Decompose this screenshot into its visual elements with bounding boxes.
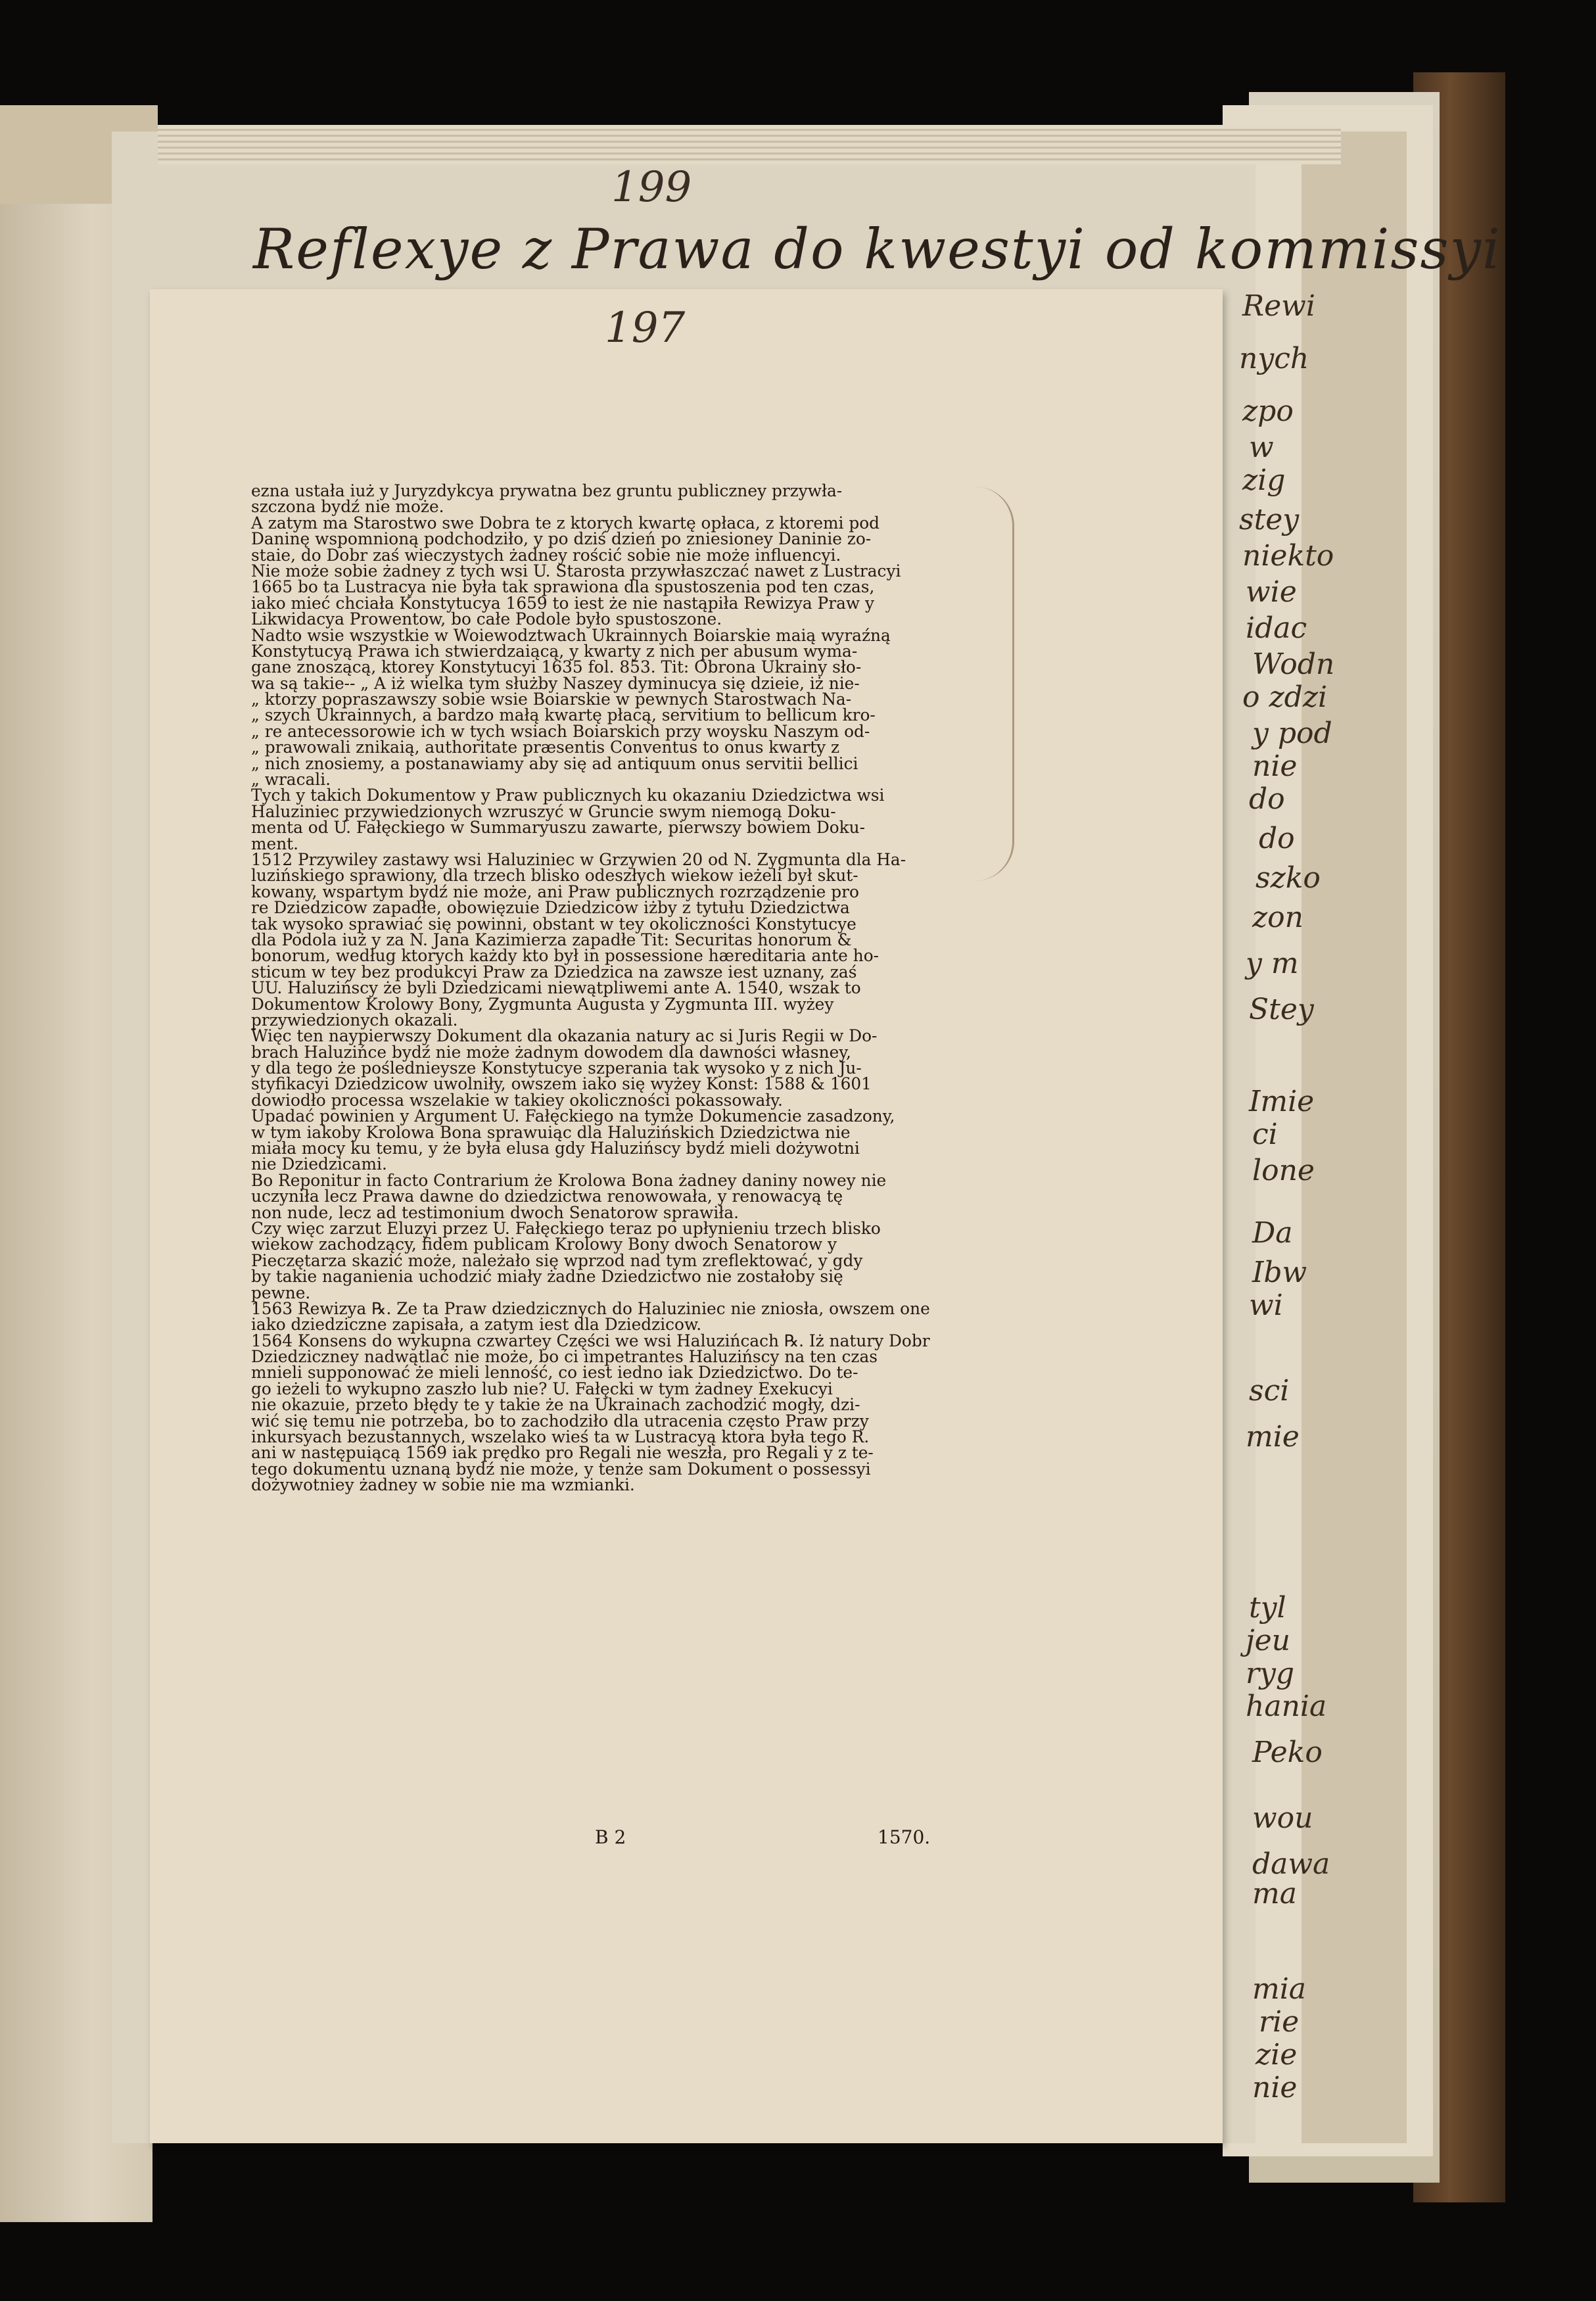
text-line: Konstytucyą Prawa ich stwierdzaiącą, y kwarty z nich per abusum wyma- bbox=[251, 641, 858, 661]
text-line: non nude, lecz ad testimonium dwoch Senatorow sprawiła. bbox=[251, 1202, 739, 1222]
text-line: Tych y takich Dokumentow y Praw publicznych ku okazaniu Dziedzictwa wsi bbox=[251, 786, 885, 805]
text-line: 1563 Rewizya ℞. Ze ta Praw dziedzicznych do Haluziniec nie zniosła, owszem one bbox=[251, 1298, 930, 1318]
text-line: Dokumentow Krolowy Bony, Zygmunta Augusta y Zygmunta III. wyżey bbox=[251, 994, 834, 1014]
margin-note: mia bbox=[1252, 1972, 1307, 2006]
text-line: Haluziniec przywiedzionych wzruszyć w Gruncie swym niemogą Doku- bbox=[251, 801, 836, 821]
text-line: sticum w tey bez produkcyi Praw za Dziedzica na zawsze iest uznany, zaś bbox=[251, 962, 857, 982]
text-line: Więc ten naypierwszy Dokument dla okazania natury ac si Juris Regii w Do- bbox=[251, 1026, 878, 1046]
text-line: tego dokumentu uznaną bydź nie może, y tenże sam Dokument o possessyi bbox=[251, 1459, 871, 1479]
text-line: ment. bbox=[251, 834, 299, 853]
manuscript-strip-edge bbox=[1302, 131, 1407, 2143]
text-line: 1665 bo ta Lustracya nie była tak sprawiona dla spustoszenia pod ten czas, bbox=[251, 577, 875, 597]
margin-note: w bbox=[1249, 431, 1274, 464]
folio-number-top: 199 bbox=[611, 163, 692, 212]
margin-note: mie bbox=[1246, 1420, 1300, 1454]
text-line: Likwidacya Prowentow, bo całe Podole było spustoszone. bbox=[251, 609, 722, 629]
text-line: kowany, wspartym bydź nie może, ani Praw publicznych rozrządzenie pro bbox=[251, 882, 859, 901]
text-line: iako mieć chciała Konstytucya 1659 to iest że nie nastąpiła Rewizya Praw y bbox=[251, 593, 874, 613]
margin-note: szko bbox=[1256, 861, 1321, 895]
text-line: pewne. bbox=[251, 1283, 311, 1302]
text-line: dla Podola iuż y za N. Jana Kazimierza zapadłe Tit: Securitas honorum & bbox=[251, 930, 852, 949]
margin-note: tyl bbox=[1249, 1591, 1286, 1625]
margin-note: y m bbox=[1246, 947, 1299, 980]
margin-note: hania bbox=[1246, 1690, 1327, 1723]
text-line: nie okazuie, przeto błędy te y takie że na Ukrainach zachodzić mogły, dzi- bbox=[251, 1395, 860, 1415]
text-line: styfikacyi Dziedzicow uwolniły, owszem iako się wyżey Konst: 1588 & 1601 bbox=[251, 1074, 872, 1094]
text-line: gane znoszącą, ktorey Konstytucyi 1635 fol. 853. Tit: Obrona Ukrainy sło- bbox=[251, 657, 862, 677]
margin-note: rie bbox=[1259, 2005, 1300, 2039]
text-line: Dziedziczney nadwątlać nie może, bo ci impetrantes Haluzińscy na ten czas bbox=[251, 1347, 878, 1367]
text-line: wa są takie-- „ A iż wielka tym służby Naszey dyminucya się dzieie, iż nie- bbox=[251, 673, 860, 693]
text-line: „ szych Ukrainnych, a bardzo małą kwartę płacą, servitium to bellicum kro- bbox=[251, 705, 876, 725]
text-line: go ieżeli to wykupno zaszło lub nie? U. Fałęcki w tym żadney Exekucyi bbox=[251, 1379, 833, 1398]
margin-note: y pod bbox=[1252, 717, 1332, 750]
body-text bbox=[251, 483, 974, 1494]
text-line: A zatym ma Starostwo swe Dobra te z ktorych kwartę opłaca, z ktoremi pod bbox=[251, 513, 880, 533]
margin-note: ryg bbox=[1246, 1657, 1295, 1690]
margin-note: wou bbox=[1252, 1801, 1313, 1835]
margin-note: nie bbox=[1252, 2071, 1298, 2104]
margin-note: Da bbox=[1252, 1216, 1293, 1250]
margin-note: Peko bbox=[1252, 1736, 1323, 1769]
margin-note: wi bbox=[1249, 1289, 1283, 1322]
text-line: dowiodło processa wszelakie w takiey okoliczności pokassowały. bbox=[251, 1090, 783, 1110]
margin-note: Stey bbox=[1249, 993, 1314, 1026]
text-line: 1512 Przywiley zastawy wsi Haluziniec w Grzywien 20 od N. Zygmunta dla Ha- bbox=[251, 849, 906, 869]
margin-note: niekto bbox=[1242, 539, 1334, 573]
handwritten-heading: Reflexye z Prawa do kwestyi od kommissyi bbox=[253, 217, 1501, 281]
text-line: iako dziedziczne zapisała, a zatym iest dla Dziedzicow. bbox=[251, 1315, 702, 1335]
margin-note: idac bbox=[1246, 611, 1307, 645]
margin-note: zig bbox=[1242, 463, 1286, 497]
text-line: ezna ustała iuż y Juryzdykcya prywatna bez gruntu publiczney przywła- bbox=[251, 481, 843, 500]
text-line: menta od U. Fałęckiego w Summaryuszu zawarte, pierwszy bowiem Doku- bbox=[251, 818, 865, 838]
text-line: szczona bydź nie może. bbox=[251, 497, 444, 517]
margin-note: Rewi bbox=[1242, 289, 1315, 323]
margin-note: sci bbox=[1249, 1374, 1290, 1408]
margin-note: wie bbox=[1246, 575, 1297, 609]
signature-mark: B 2 bbox=[595, 1826, 626, 1848]
text-line: nie Dziedzicami. bbox=[251, 1154, 387, 1174]
text-line: Czy więc zarzut Eluzyi przez U. Fałęckiego teraz po upłynieniu trzech blisko bbox=[251, 1218, 881, 1238]
margin-note: zpo bbox=[1242, 394, 1294, 428]
text-line: „ nich znosiemy, a postanawiamy aby się ad antiquum onus servitii bellici bbox=[251, 753, 858, 773]
margin-note: do bbox=[1249, 782, 1285, 816]
margin-note: dawa bbox=[1252, 1847, 1330, 1881]
margin-note: ma bbox=[1252, 1877, 1297, 1910]
margin-note: ci bbox=[1252, 1118, 1278, 1151]
text-line: Daninę wspomnioną podchodziło, y po dziś dzień po zniesioney Daninie zo- bbox=[251, 529, 872, 549]
text-line: „ re antecessorowie ich w tych wsiach Boiarskich przy woysku Naszym od- bbox=[251, 721, 870, 741]
text-line: wić się temu nie potrzeba, bo to zachodziło dla utracenia często Praw przy bbox=[251, 1411, 869, 1431]
text-line: y dla tego że poślednieysze Konstytucye szperania tak wysoko y z nich Ju- bbox=[251, 1058, 862, 1078]
catchword: 1570. bbox=[878, 1826, 931, 1848]
text-line: miała mocy ku temu, y że była elusa gdy Haluzińscy bydź mieli dożywotni bbox=[251, 1139, 860, 1158]
margin-note: zon bbox=[1252, 901, 1304, 934]
margin-note: stey bbox=[1239, 503, 1300, 536]
text-line: ani w następuiącą 1569 iak prędko pro Regali nie weszła, pro Regali y z te- bbox=[251, 1443, 874, 1463]
margin-note: Imie bbox=[1249, 1085, 1315, 1118]
text-line: „ wracali. bbox=[251, 770, 331, 790]
text-line: dożywotniey żadney w sobie nie ma wzmianki. bbox=[251, 1475, 635, 1495]
text-line: tak wysoko sprawiać się powinni, obstant w tey okoliczności Konstytucye bbox=[251, 914, 857, 934]
margin-note: Wodn bbox=[1252, 648, 1335, 681]
folio-number-page: 197 bbox=[605, 304, 686, 352]
text-line: mnieli supponować że mieli lenność, co iest iedno iak Dziedzictwo. Do te- bbox=[251, 1363, 858, 1383]
margin-note: o zdzi bbox=[1242, 680, 1328, 714]
text-line: UU. Haluzińscy że byli Dziedzicami niewątpliwemi ante A. 1540, wszak to bbox=[251, 978, 861, 998]
text-line: Bo Reponitur in facto Contrarium że Krolowa Bona żadney daniny nowey nie bbox=[251, 1170, 887, 1190]
text-line: re Dziedzicow zapadłe, obowięzuie Dziedzicow iżby z tytułu Dziedzictwa bbox=[251, 898, 850, 918]
text-line: wiekow zachodzący, fidem publicam Krolowy Bony dwoch Senatorow y bbox=[251, 1235, 837, 1254]
text-line: Upadać powinien y Argument U. Fałęckiego na tymże Dokumencie zasadzony, bbox=[251, 1106, 895, 1126]
text-line: staie, do Dobr zaś wieczystych żadney rościć sobie nie może influencyi. bbox=[251, 545, 841, 565]
margin-note: nych bbox=[1239, 342, 1309, 375]
text-line: bonorum, według ktorych każdy kto był in possessione hæreditaria ante ho- bbox=[251, 946, 880, 966]
text-line: „ prawowali znikaią, authoritate præsentis Conventus to onus kwarty z bbox=[251, 738, 840, 757]
margin-note: do bbox=[1259, 822, 1295, 855]
text-line: 1564 Konsens do wykupna czwartey Części we wsi Haluzińcach ℞. Iż natury Dobr bbox=[251, 1331, 930, 1350]
text-line: Nie może sobie żadney z tych wsi U. Starosta przywłaszczać nawet z Lustracyi bbox=[251, 561, 901, 581]
margin-note: Ibw bbox=[1252, 1256, 1307, 1289]
text-line: w tym iakoby Krolowa Bona sprawuiąc dla Haluzińskich Dziedzictwa nie bbox=[251, 1122, 851, 1142]
margin-note: jeu bbox=[1246, 1624, 1291, 1657]
pencil-bracket-mark bbox=[973, 486, 1014, 881]
text-line: Nadto wsie wszystkie w Woiewodztwach Ukrainnych Boiarskie maią wyraźną bbox=[251, 625, 891, 645]
margin-note: zie bbox=[1256, 2038, 1298, 2072]
text-line: brach Haluzińce bydź nie może żadnym dowodem dla dawności własney, bbox=[251, 1042, 851, 1062]
text-line: inkursyach bezustannych, wszelako wieś ta w Lustracyą ktora była tego R. bbox=[251, 1427, 870, 1447]
stacked-page-edges bbox=[158, 125, 1341, 164]
text-line: przywiedzionych okazali. bbox=[251, 1010, 458, 1030]
text-line: „ ktorzy popraszawszy sobie wsie Boiarskie w pewnych Starostwach Na- bbox=[251, 690, 852, 709]
text-line: luzińskiego sprawiony, dla trzech blisko odeszłych wiekow ieżeli był skut- bbox=[251, 866, 858, 886]
margin-note: nie bbox=[1252, 749, 1298, 783]
text-line: Pieczętarza skazić może, należało się wprzod nad tym zreflektować, y gdy bbox=[251, 1250, 863, 1270]
text-line: uczyniła lecz Prawa dawne do dziedzictwa renowowała, y renowacyą tę bbox=[251, 1187, 843, 1206]
text-line: by takie naganienia uchodzić miały żadne Dziedzictwo nie zostałoby się bbox=[251, 1267, 843, 1287]
margin-note: lone bbox=[1252, 1154, 1315, 1187]
